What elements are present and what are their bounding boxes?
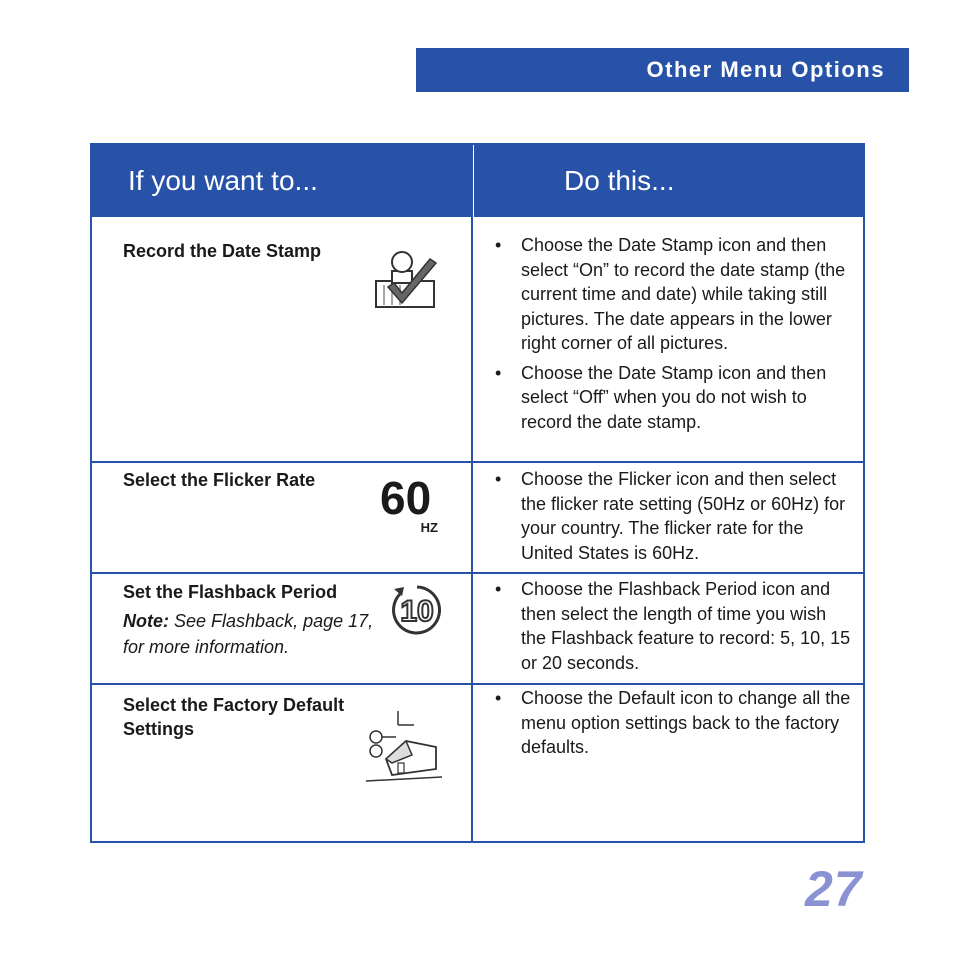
table-header	[92, 145, 863, 217]
task-label: Select the Factory Default Settings	[123, 695, 345, 739]
section-title: Other Menu Options	[646, 57, 885, 82]
table-row-flicker-rate	[123, 468, 378, 492]
options-table	[90, 143, 865, 843]
page-number: 27	[805, 861, 863, 917]
col1-header: If you want to...	[128, 165, 318, 196]
row-instructions	[493, 686, 853, 765]
date-stamp-check-icon	[372, 249, 442, 311]
row-instructions	[493, 577, 853, 680]
note-text: Note: See Flashback, page 17, for more information.	[123, 611, 374, 657]
table-row-flashback-period	[123, 580, 378, 660]
task-label: Record the Date Stamp	[123, 241, 322, 261]
row-instructions	[493, 467, 853, 570]
row-divider	[92, 572, 863, 574]
flashback-10-icon	[390, 583, 444, 637]
col2-header: Do this...	[564, 165, 675, 196]
flicker-60hz-icon: 60 HZ	[380, 472, 438, 535]
factory-default-house-icon	[362, 707, 446, 785]
instruction-bullet: • Choose the Flicker icon and then select the flicker rate setting (50Hz or 60Hz) for your country. The flicker rate for the United States is 60Hz.	[495, 469, 846, 563]
instruction-bullet: • Choose the Date Stamp icon and then select “Off” when you do not wish to record the date stamp.	[495, 362, 827, 432]
row-instructions	[493, 233, 853, 439]
row-divider	[92, 683, 863, 685]
task-label: Select the Flicker Rate	[123, 470, 316, 490]
instruction-bullet: • Choose the Date Stamp icon and then select “On” to record the date stamp (the current time and date) while taking still pictures. The date appears in the lower right corner of all pictures.	[495, 235, 846, 353]
column-divider	[471, 145, 473, 841]
table-row-factory-default	[123, 693, 378, 741]
section-banner	[416, 48, 909, 92]
svg-text:10: 10	[400, 595, 434, 628]
instruction-bullet: • Choose the Default icon to change all the menu option settings back to the factory defaults.	[495, 688, 851, 757]
row-divider	[92, 461, 863, 463]
instruction-bullet: • Choose the Flashback Period icon and then select the length of time you wish the Flashback feature to record: 5, 10, 15 or 20 seconds.	[495, 579, 851, 673]
table-row-date-stamp	[123, 239, 378, 263]
task-label: Set the Flashback Period	[123, 582, 338, 602]
